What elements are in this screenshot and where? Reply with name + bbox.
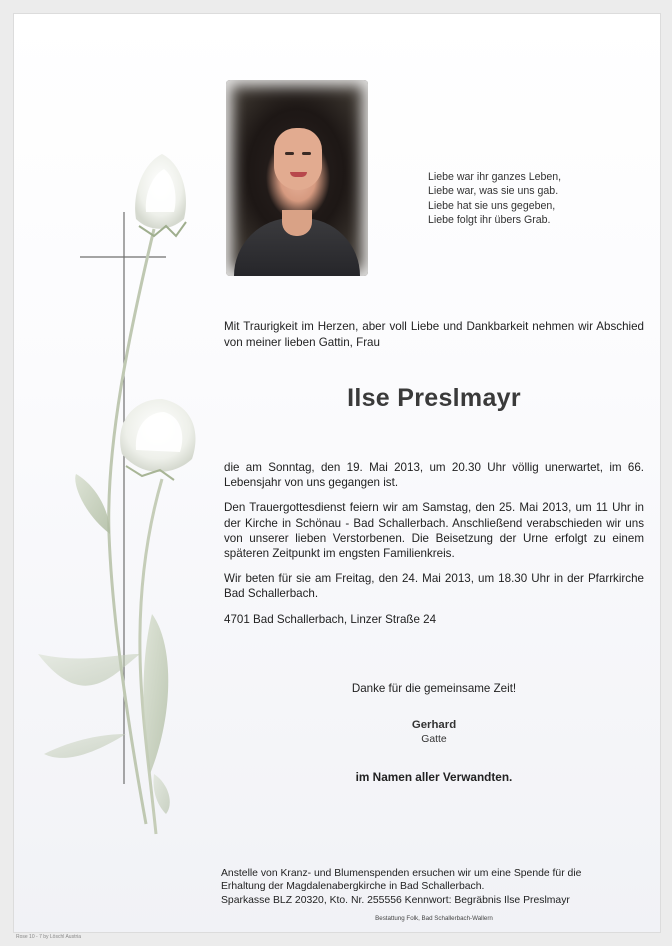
thanks-line: Danke für die gemeinsame Zeit! <box>351 682 517 695</box>
donation-line: Anstelle von Kranz- und Blumenspenden ersuchen wir um eine Spende für die <box>221 868 582 879</box>
signer-name: Gerhard <box>411 719 457 731</box>
signer-relation: Gatte <box>421 734 447 745</box>
deceased-name: Ilse Preslmayr <box>347 384 521 412</box>
intro-text: Mit Traurigkeit im Herzen, aber voll Liebe und Dankbarkeit nehmen wir Abschied von meiner lieben Gattin, Frau <box>224 320 644 349</box>
announcement-body <box>224 460 644 637</box>
rose-top-icon <box>135 154 186 236</box>
portrait-photo <box>226 80 368 276</box>
donation-line: Sparkasse BLZ 20320, Kto. Nr. 255556 Kennwort: Begräbnis Ilse Preslmayr <box>221 894 570 906</box>
poem-line: Liebe hat sie uns gegeben, <box>428 199 556 212</box>
funeral-home: Bestattung Folk, Bad Schallerbach-Wallern <box>375 915 493 922</box>
poem-line: Liebe war ihr ganzes Leben, <box>428 171 562 183</box>
death-paragraph: die am Sonntag, den 19. Mai 2013, um 20.30 Uhr völlig unerwartet, im 66. Lebensjahr von uns gegangen ist. <box>224 461 644 490</box>
form-code: Rose 10 - 7 by Löschl Austria <box>16 934 82 940</box>
address-line: 4701 Bad Schallerbach, Linzer Straße 24 <box>224 612 437 626</box>
parte-sheet <box>14 14 660 932</box>
memorial-poem <box>428 170 628 227</box>
donation-line: Erhaltung der Magdalenabergkirche in Bad Schallerbach. <box>221 881 485 893</box>
service-paragraph: Den Trauergottesdienst feiern wir am Samstag, den 25. Mai 2013, um 11 Uhr in der Kirche in Schönau - Bad Schallerbach. Anschließend verabschieden wir uns von unserer lieben Verstorbenen. Die Beisetzung der Urne erfolgt zu einem späteren Zeitpunkt im engsten Familienkreis. <box>224 501 644 561</box>
rose-middle-icon <box>120 399 195 480</box>
prayer-paragraph: Wir beten für sie am Freitag, den 24. Mai 2013, um 18.30 Uhr in der Pfarrkirche Bad Schallerbach. <box>224 572 644 601</box>
cross-and-rose-illustration <box>14 14 234 932</box>
donation-notice <box>221 867 641 907</box>
relatives-line: im Namen aller Verwandten. <box>355 770 513 784</box>
poem-line: Liebe war, was sie uns gab. <box>428 185 559 198</box>
poem-line: Liebe folgt ihr übers Grab. <box>428 213 551 226</box>
